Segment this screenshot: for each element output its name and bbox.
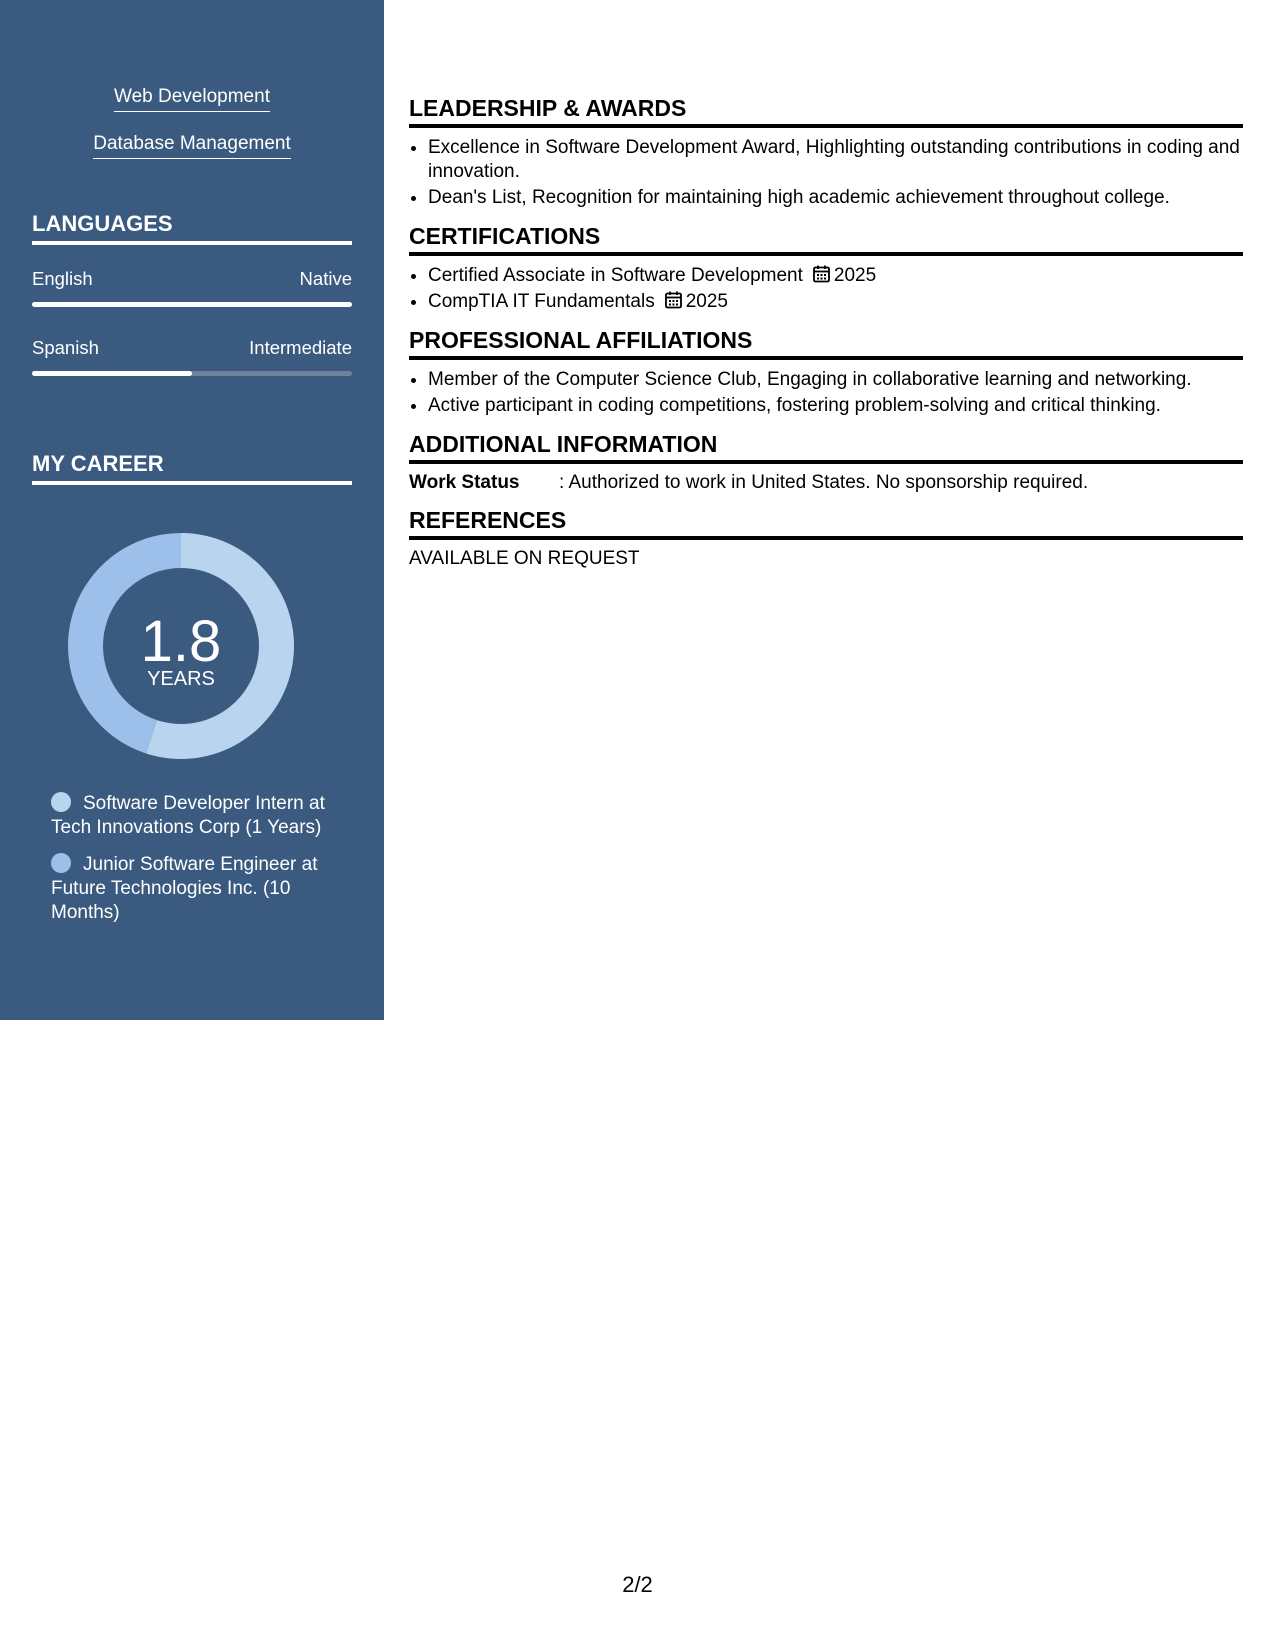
affiliations-section (409, 326, 1243, 418)
language-level: Intermediate (249, 337, 352, 358)
additional-info-section (409, 430, 1243, 494)
list-item: • Active participant in coding competitions, fostering problem-solving and critical thinking. (428, 394, 1243, 418)
certifications-section (409, 222, 1243, 314)
section-title: ADDITIONAL INFORMATION (409, 430, 1243, 464)
language-proficiency-fill (32, 371, 192, 376)
list-item: • Member of the Computer Science Club, Engaging in collaborative learning and networking. (428, 368, 1243, 392)
page-number: 2/2 (622, 1572, 653, 1597)
language-name: English (32, 268, 93, 289)
certification-name: CompTIA IT Fundamentals (428, 291, 655, 312)
list-item (428, 264, 1243, 288)
section-title: LEADERSHIP & AWARDS (409, 94, 1243, 128)
list-item: • Dean's List, Recognition for maintaining high academic achievement throughout college. (428, 186, 1243, 210)
language-proficiency-fill (32, 302, 352, 307)
career-item (51, 853, 331, 925)
career-item-text: Junior Software Engineer at Future Technologies Inc. (10 Months) (51, 854, 318, 923)
career-item-text: Software Developer Intern at Tech Innovations Corp (1 Years) (51, 793, 325, 838)
sidebar (0, 0, 384, 1020)
language-name: Spanish (32, 337, 99, 358)
leadership-section (409, 94, 1243, 210)
main-content (409, 94, 1243, 582)
list-item: • Excellence in Software Development Award, Highlighting outstanding contributions in coding and innovation. (428, 136, 1243, 184)
affiliations-list (409, 368, 1243, 418)
language-proficiency-bar (32, 371, 352, 376)
legend-dot-icon (51, 853, 71, 873)
career-donut-chart (66, 531, 296, 761)
career-unit: YEARS (147, 668, 215, 690)
work-status-row (409, 472, 1243, 494)
references-section (409, 506, 1243, 570)
career-heading: MY CAREER (32, 451, 352, 485)
list-item (428, 290, 1243, 314)
career-total-years: 1.8 (140, 609, 222, 674)
skill-item[interactable]: Web Development (114, 86, 270, 112)
career-item (51, 792, 331, 840)
career-list (51, 792, 331, 938)
language-spanish (32, 337, 352, 376)
language-level: Native (299, 268, 352, 289)
certifications-list (409, 264, 1243, 314)
languages-heading: LANGUAGES (32, 211, 352, 245)
language-proficiency-bar (32, 302, 352, 307)
work-status-label: Work Status (409, 472, 520, 493)
section-title: REFERENCES (409, 506, 1243, 540)
calendar-icon (665, 291, 682, 309)
references-text: AVAILABLE ON REQUEST (409, 548, 640, 569)
skill-item[interactable]: Database Management (93, 133, 291, 159)
skills-list (0, 86, 384, 180)
work-status-value: : Authorized to work in United States. No sponsorship required. (559, 472, 1089, 493)
certification-year: 2025 (833, 265, 877, 286)
language-english (32, 268, 352, 307)
section-title: PROFESSIONAL AFFILIATIONS (409, 326, 1243, 360)
calendar-icon (813, 265, 830, 283)
certification-name: Certified Associate in Software Development (428, 265, 803, 286)
section-title: CERTIFICATIONS (409, 222, 1243, 256)
legend-dot-icon (51, 792, 71, 812)
leadership-list (409, 136, 1243, 210)
certification-year: 2025 (685, 291, 728, 312)
